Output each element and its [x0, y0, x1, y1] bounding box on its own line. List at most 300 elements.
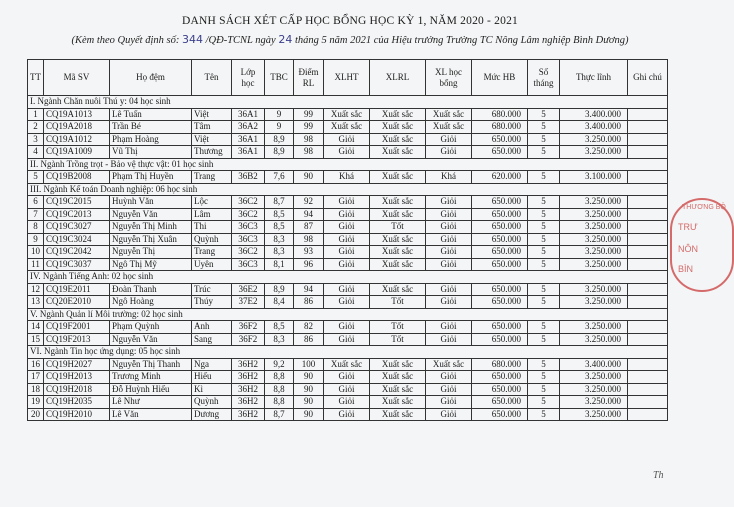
table-cell: 96 [294, 258, 324, 271]
table-cell: 3.250.000 [560, 221, 628, 234]
table-cell: Đoàn Thanh [110, 283, 192, 296]
table-cell: 94 [294, 283, 324, 296]
table-row [28, 321, 668, 334]
table-cell: Xuất sắc [370, 396, 426, 409]
table-cell: 3.250.000 [560, 208, 628, 221]
table-cell: Nguyễn Thị Xuân [110, 233, 192, 246]
table-cell: 16 [28, 358, 44, 371]
table-cell: 650.000 [472, 396, 528, 409]
table-cell: Tốt [370, 333, 426, 346]
table-cell: Phạm Quỳnh [110, 321, 192, 334]
table-cell: Phạm Hoàng [110, 133, 192, 146]
section-row [28, 158, 668, 171]
table-cell: 36H2 [232, 408, 265, 421]
table-cell: 8 [28, 221, 44, 234]
table-cell: 87 [294, 221, 324, 234]
table-cell: 5 [528, 133, 560, 146]
table-cell: 20 [28, 408, 44, 421]
table-cell: Giỏi [426, 371, 472, 384]
table-cell: 8,8 [265, 396, 294, 409]
table-cell: 100 [294, 358, 324, 371]
table-cell: Huỳnh Văn [110, 196, 192, 209]
table-cell: Xuất sắc [370, 408, 426, 421]
header-cell: Điểm RL [294, 60, 324, 96]
table-cell: 98 [294, 233, 324, 246]
table-cell: Khá [426, 171, 472, 184]
table-cell: 650.000 [472, 196, 528, 209]
table-cell: 3.400.000 [560, 358, 628, 371]
table-cell: Ngô Hoàng [110, 296, 192, 309]
table-row [28, 171, 668, 184]
table-cell [628, 408, 668, 421]
table-cell: 5 [528, 171, 560, 184]
table-cell: 99 [294, 108, 324, 121]
table-cell [628, 146, 668, 159]
table-cell: 8,8 [265, 383, 294, 396]
table-cell: CQ19C2015 [44, 196, 110, 209]
subtitle-suffix: tháng 5 năm 2021 của Hiệu trưởng Trường TC Nông Lâm nghiệp Bình Dương) [294, 35, 629, 46]
table-cell: 15 [28, 333, 44, 346]
table-cell: 14 [28, 321, 44, 334]
table-cell: Xuất sắc [324, 108, 370, 121]
table-cell: 620.000 [472, 171, 528, 184]
table-cell: CQ19C3027 [44, 221, 110, 234]
header-cell: Lớp học [232, 60, 265, 96]
table-cell: 5 [528, 233, 560, 246]
table-cell: 8,9 [265, 283, 294, 296]
table-cell: 5 [528, 196, 560, 209]
table-cell: 17 [28, 371, 44, 384]
section-label: II. Ngành Trồng trọt - Bảo vệ thực vật: 01 học sinh [28, 158, 668, 171]
table-cell: 3.250.000 [560, 196, 628, 209]
table-cell: 13 [28, 296, 44, 309]
table-cell: Việt [192, 133, 232, 146]
table-cell: 18 [28, 383, 44, 396]
table-row [28, 146, 668, 159]
table-cell: Việt [192, 108, 232, 121]
table-cell: CQ19H2018 [44, 383, 110, 396]
table-cell: Xuất sắc [426, 358, 472, 371]
table-cell: 5 [528, 383, 560, 396]
table-cell: Xuất sắc [370, 108, 426, 121]
header-cell: TBC [265, 60, 294, 96]
table-row [28, 246, 668, 259]
table-cell: 650.000 [472, 383, 528, 396]
section-row [28, 308, 668, 321]
decision-day-handwritten: 24 [278, 33, 293, 46]
table-cell: 5 [28, 171, 44, 184]
table-cell: Giỏi [426, 146, 472, 159]
table-cell: Xuất sắc [370, 146, 426, 159]
table-cell: CQ19C3037 [44, 258, 110, 271]
table-cell: 36A1 [232, 108, 265, 121]
table-row [28, 358, 668, 371]
table-cell: Xuất sắc [370, 258, 426, 271]
table-cell [628, 396, 668, 409]
table-cell: 36C3 [232, 233, 265, 246]
table-cell: 8,9 [265, 146, 294, 159]
table-cell: 650.000 [472, 408, 528, 421]
table-cell: Lâm [192, 208, 232, 221]
table-cell [628, 208, 668, 221]
table-cell: Giỏi [324, 146, 370, 159]
header-cell: Tên [192, 60, 232, 96]
table-cell: 5 [528, 221, 560, 234]
table-cell: 9 [265, 121, 294, 134]
table-row [28, 208, 668, 221]
table-row [28, 108, 668, 121]
table-cell: 5 [528, 396, 560, 409]
table-cell: CQ19H2027 [44, 358, 110, 371]
table-cell: 650.000 [472, 146, 528, 159]
table-cell: Giỏi [426, 246, 472, 259]
table-cell: Trương Minh [110, 371, 192, 384]
table-cell: Giỏi [324, 408, 370, 421]
table-cell: 2 [28, 121, 44, 134]
table-cell: 5 [528, 146, 560, 159]
table-cell: CQ19A2018 [44, 121, 110, 134]
table-cell: 86 [294, 296, 324, 309]
table-cell: Tốt [370, 221, 426, 234]
table-cell: Xuất sắc [370, 121, 426, 134]
table-cell: Xuất sắc [426, 108, 472, 121]
table-cell: Giỏi [324, 333, 370, 346]
table-cell: 3.250.000 [560, 371, 628, 384]
table-cell: 9 [265, 108, 294, 121]
table-cell: 650.000 [472, 333, 528, 346]
table-cell: Xuất sắc [370, 283, 426, 296]
table-cell: Xuất sắc [370, 358, 426, 371]
table-cell: Dương [192, 408, 232, 421]
table-row [28, 133, 668, 146]
table-cell: 5 [528, 246, 560, 259]
table-cell: CQ19C2042 [44, 246, 110, 259]
table-cell: Uyên [192, 258, 232, 271]
table-cell: 7,6 [265, 171, 294, 184]
table-cell: Hiếu [192, 371, 232, 384]
stamp-text: TRƯ [678, 222, 698, 232]
document-title: DANH SÁCH XÉT CẤP HỌC BỔNG HỌC KỲ 1, NĂM 2020 - 2021 [182, 15, 518, 27]
table-cell: 98 [294, 133, 324, 146]
table-header-row [28, 60, 668, 96]
table-cell: 650.000 [472, 321, 528, 334]
table-cell [628, 121, 668, 134]
table-cell: 3 [28, 133, 44, 146]
table-cell: Giỏi [324, 383, 370, 396]
table-cell: Giỏi [324, 246, 370, 259]
table-cell: 8,5 [265, 208, 294, 221]
header-cell: Số tháng [528, 60, 560, 96]
table-cell: 5 [528, 408, 560, 421]
table-cell: 5 [528, 121, 560, 134]
table-cell: 36H2 [232, 371, 265, 384]
table-cell: 5 [528, 371, 560, 384]
table-cell [628, 333, 668, 346]
table-cell: 90 [294, 383, 324, 396]
table-cell: 650.000 [472, 283, 528, 296]
table-cell [628, 233, 668, 246]
section-label: III. Ngành Kế toán Doanh nghiệp: 06 học sinh [28, 183, 668, 196]
table-cell: 37E2 [232, 296, 265, 309]
table-cell: 3.250.000 [560, 296, 628, 309]
table-cell: Giỏi [324, 258, 370, 271]
table-cell: 12 [28, 283, 44, 296]
table-cell [628, 196, 668, 209]
table-cell: Khá [324, 171, 370, 184]
table-cell: CQ19F2001 [44, 321, 110, 334]
table-cell: 36A1 [232, 133, 265, 146]
table-cell: Giỏi [426, 196, 472, 209]
table-cell: 5 [528, 296, 560, 309]
header-cell: Họ đệm [110, 60, 192, 96]
table-cell: 36C2 [232, 208, 265, 221]
table-cell: Thúy [192, 296, 232, 309]
table-cell: 6 [28, 196, 44, 209]
table-cell: 36A1 [232, 146, 265, 159]
table-cell: Quỳnh [192, 233, 232, 246]
table-cell: Anh [192, 321, 232, 334]
table-cell: 9,2 [265, 358, 294, 371]
table-cell: 36H2 [232, 383, 265, 396]
table-cell [628, 133, 668, 146]
stamp-text: NÔN [678, 244, 698, 254]
table-cell: 8,3 [265, 333, 294, 346]
table-cell: 86 [294, 333, 324, 346]
table-cell: 36C2 [232, 196, 265, 209]
table-cell: 99 [294, 121, 324, 134]
table-cell: CQ19B2008 [44, 171, 110, 184]
table-cell: Xuất sắc [370, 246, 426, 259]
table-cell: 3.250.000 [560, 133, 628, 146]
table-row [28, 333, 668, 346]
table-cell: Xuất sắc [324, 358, 370, 371]
table-cell: Trang [192, 171, 232, 184]
table-cell [628, 258, 668, 271]
header-cell: TT [28, 60, 44, 96]
decision-number-handwritten: 344 [181, 33, 203, 46]
table-cell: 4 [28, 146, 44, 159]
table-cell: Nguyễn Văn [110, 333, 192, 346]
table-cell: 36H2 [232, 396, 265, 409]
table-cell: Tốt [370, 296, 426, 309]
table-cell: 36A2 [232, 121, 265, 134]
section-row [28, 271, 668, 284]
table-cell: Giỏi [324, 296, 370, 309]
table-cell: 92 [294, 196, 324, 209]
table-cell: Giỏi [324, 321, 370, 334]
section-label: VI. Ngành Tin học ứng dụng: 05 học sinh [28, 346, 668, 359]
table-row [28, 196, 668, 209]
table-cell: 98 [294, 146, 324, 159]
table-cell: Giỏi [426, 233, 472, 246]
section-row [28, 346, 668, 359]
table-cell: 650.000 [472, 246, 528, 259]
table-cell: Giỏi [426, 133, 472, 146]
table-cell: 36C3 [232, 258, 265, 271]
table-cell: 8,8 [265, 371, 294, 384]
table-cell: 8,3 [265, 246, 294, 259]
table-cell: Lê Tuấn [110, 108, 192, 121]
table-cell: Lê Như [110, 396, 192, 409]
header-cell: Mức HB [472, 60, 528, 96]
table-body [28, 96, 668, 421]
table-cell: Giỏi [324, 371, 370, 384]
table-cell: 5 [528, 333, 560, 346]
subtitle-prefix: (Kèm theo Quyết định số: [71, 35, 180, 46]
table-cell: Giỏi [426, 221, 472, 234]
table-cell [628, 383, 668, 396]
table-cell: CQ19A1013 [44, 108, 110, 121]
official-stamp [670, 198, 734, 292]
table-cell: Xuất sắc [370, 233, 426, 246]
table-cell: Giỏi [426, 396, 472, 409]
table-cell: 5 [528, 258, 560, 271]
table-cell: 94 [294, 208, 324, 221]
table-cell: 8,4 [265, 296, 294, 309]
table-cell: 650.000 [472, 208, 528, 221]
table-cell: 1 [28, 108, 44, 121]
table-cell: 3.250.000 [560, 258, 628, 271]
table-cell: 9 [28, 233, 44, 246]
table-cell: 5 [528, 208, 560, 221]
table-cell: Nga [192, 358, 232, 371]
table-cell: Giỏi [426, 208, 472, 221]
table-row [28, 221, 668, 234]
table-cell: CQ19C2013 [44, 208, 110, 221]
table-cell: 3.400.000 [560, 121, 628, 134]
table-cell: 3.400.000 [560, 108, 628, 121]
table-cell: 11 [28, 258, 44, 271]
table-cell: 3.250.000 [560, 233, 628, 246]
table-cell: 8,7 [265, 408, 294, 421]
table-cell: 8,7 [265, 196, 294, 209]
table-cell: Trang [192, 246, 232, 259]
table-cell: 90 [294, 371, 324, 384]
table-cell: 8,9 [265, 133, 294, 146]
table-cell [628, 371, 668, 384]
table-cell: Xuất sắc [370, 371, 426, 384]
table-row [28, 258, 668, 271]
scholarship-table [27, 59, 668, 421]
table-row [28, 121, 668, 134]
table-cell: Giỏi [324, 221, 370, 234]
table-cell [628, 296, 668, 309]
table-cell: 650.000 [472, 233, 528, 246]
table-cell: Xuất sắc [370, 383, 426, 396]
table-cell: CQ19F2013 [44, 333, 110, 346]
table-cell: Giỏi [426, 283, 472, 296]
table-cell: Quỳnh [192, 396, 232, 409]
document-subtitle [0, 33, 700, 46]
table-cell [628, 321, 668, 334]
table-cell: 90 [294, 396, 324, 409]
table-cell: 10 [28, 246, 44, 259]
table-cell: Giỏi [324, 208, 370, 221]
table-cell: 680.000 [472, 121, 528, 134]
section-row [28, 183, 668, 196]
table-cell: 680.000 [472, 108, 528, 121]
table-cell: Giỏi [426, 408, 472, 421]
table-cell: Giỏi [426, 333, 472, 346]
header-cell: XLRL [370, 60, 426, 96]
table-cell: Tâm [192, 121, 232, 134]
table-cell [628, 246, 668, 259]
header-cell: XLHT [324, 60, 370, 96]
table-cell: 5 [528, 108, 560, 121]
header-cell: XL học bổng [426, 60, 472, 96]
table-cell: Nguyễn Thị Minh [110, 221, 192, 234]
initials-mark: Th [653, 470, 664, 481]
table-cell: 8,5 [265, 321, 294, 334]
table-cell: Lê Văn [110, 408, 192, 421]
header-cell: Mã SV [44, 60, 110, 96]
table-cell: 19 [28, 396, 44, 409]
table-cell: 90 [294, 408, 324, 421]
table-cell: 3.250.000 [560, 283, 628, 296]
table-cell: CQ19H2010 [44, 408, 110, 421]
table-cell: Giỏi [426, 296, 472, 309]
table-cell: 36H2 [232, 358, 265, 371]
subtitle-middle: /QĐ-TCNL ngày [205, 35, 276, 46]
table-row [28, 233, 668, 246]
table-cell: 3.250.000 [560, 408, 628, 421]
table-cell: 3.250.000 [560, 333, 628, 346]
table-cell: Tốt [370, 321, 426, 334]
table-cell: Xuất sắc [324, 121, 370, 134]
table-cell: Giỏi [324, 196, 370, 209]
table-cell: Lộc [192, 196, 232, 209]
table-cell: Thi [192, 221, 232, 234]
table-cell: 650.000 [472, 258, 528, 271]
table-cell: Xuất sắc [370, 196, 426, 209]
table-cell: Phạm Thị Huyền [110, 171, 192, 184]
table-cell: 5 [528, 283, 560, 296]
table-cell: 650.000 [472, 296, 528, 309]
table-cell: Xuất sắc [370, 133, 426, 146]
table-cell: Giỏi [426, 383, 472, 396]
table-cell: 3.100.000 [560, 171, 628, 184]
table-row [28, 371, 668, 384]
table-cell: Xuất sắc [370, 171, 426, 184]
table-cell: CQ19H2035 [44, 396, 110, 409]
table-cell: 36C3 [232, 221, 265, 234]
table-cell: 93 [294, 246, 324, 259]
table-cell: 90 [294, 171, 324, 184]
table-cell: CQ19H2013 [44, 371, 110, 384]
table-cell: Nguyễn Thị Thanh [110, 358, 192, 371]
table-cell: 650.000 [472, 133, 528, 146]
table-cell: 36F2 [232, 333, 265, 346]
table-cell: 7 [28, 208, 44, 221]
table-cell: Giỏi [324, 396, 370, 409]
table-row [28, 383, 668, 396]
stamp-text: THƯƠNG BỘ [682, 204, 726, 211]
table-cell: 8,1 [265, 258, 294, 271]
table-cell: CQ20E2010 [44, 296, 110, 309]
table-cell: Nguyễn Văn [110, 208, 192, 221]
table-cell: 3.250.000 [560, 383, 628, 396]
table-cell: Ngô Thị Mỹ [110, 258, 192, 271]
table-cell: CQ19E2011 [44, 283, 110, 296]
table-cell: Sang [192, 333, 232, 346]
table-cell: Giỏi [426, 258, 472, 271]
stamp-text: BÌN [678, 264, 694, 274]
table-cell: 680.000 [472, 358, 528, 371]
table-cell: Giỏi [324, 283, 370, 296]
table-cell: Giỏi [324, 233, 370, 246]
table-cell: 36E2 [232, 283, 265, 296]
table-cell: 82 [294, 321, 324, 334]
